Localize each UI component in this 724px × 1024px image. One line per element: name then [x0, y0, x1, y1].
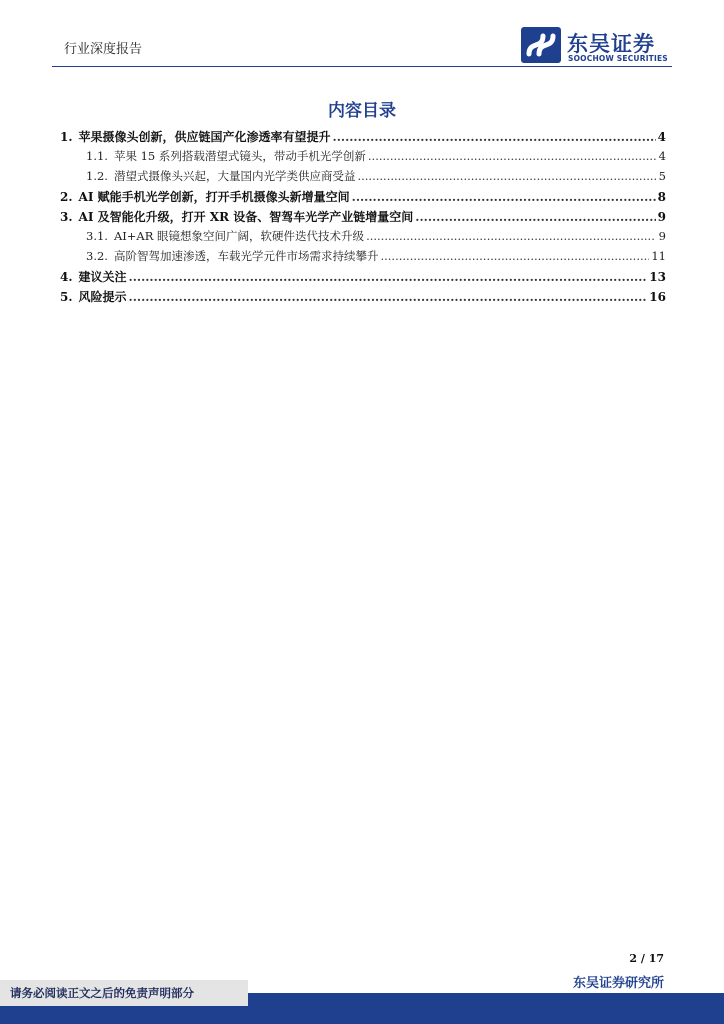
logo-mark-icon — [521, 27, 561, 63]
toc-entry-number: 4. — [60, 270, 73, 284]
toc-entry-number: 3.2. — [86, 249, 108, 263]
toc-entry-page: 5 — [658, 169, 666, 183]
toc-entry[interactable] — [60, 228, 666, 248]
toc-entry[interactable] — [60, 128, 666, 148]
document-type-label: 行业深度报告 — [64, 42, 143, 57]
toc-entry-number: 5. — [60, 290, 73, 304]
toc-entry-title: 风险提示 — [78, 290, 127, 304]
toc-leader-dots — [352, 190, 656, 204]
toc-entry-page: 13 — [649, 270, 666, 284]
toc-entry-page: 4 — [657, 130, 666, 144]
toc-entry-title: AI 及智能化升级，打开 XR 设备、智驾车光学产业链增量空间 — [78, 210, 414, 224]
toc-leader-dots — [368, 149, 656, 163]
toc-entry-number: 1. — [60, 130, 73, 144]
toc-entry-title: 建议关注 — [78, 270, 127, 284]
disclaimer-notice: 请务必阅读正文之后的免责声明部分 — [0, 980, 248, 1006]
logo-english-name: SOOCHOW SECURITIES — [568, 54, 668, 63]
toc-entry[interactable] — [60, 188, 666, 208]
toc-entry-title: AI+AR 眼镜想象空间广阔，软硬件迭代技术升级 — [113, 229, 365, 243]
toc-title: 内容目录 — [328, 101, 396, 121]
toc-entry-page: 16 — [649, 290, 666, 304]
toc-entry-number: 1.1. — [86, 149, 108, 163]
toc-entry-title: 苹果摄像头创新，供应链国产化渗透率有望提升 — [78, 130, 331, 144]
toc-entry[interactable] — [60, 168, 666, 188]
toc-entry-page: 9 — [657, 210, 666, 224]
toc-entry-page: 11 — [651, 249, 666, 263]
toc-entry-page: 9 — [658, 229, 666, 243]
toc-entry-title: AI 赋能手机光学创新，打开手机摄像头新增量空间 — [78, 190, 350, 204]
company-logo — [521, 26, 671, 66]
toc-entry[interactable] — [60, 268, 666, 288]
research-institute-name: 东吴证券研究所 — [572, 976, 664, 991]
toc-entry-number: 2. — [60, 190, 73, 204]
toc-entry-title: 潜望式摄像头兴起，大量国内光学类供应商受益 — [113, 169, 356, 183]
toc-leader-dots — [380, 249, 649, 263]
toc-leader-dots — [129, 270, 648, 284]
toc-leader-dots — [415, 210, 655, 224]
toc-entry[interactable] — [60, 148, 666, 168]
toc-entry[interactable] — [60, 288, 666, 308]
toc-entry-number: 3.1. — [86, 229, 108, 243]
toc-entry-title: 高阶智驾加速渗透，车载光学元件市场需求持续攀升 — [113, 249, 379, 263]
toc-entry-page: 4 — [658, 149, 666, 163]
header-divider — [52, 66, 672, 67]
toc-entry[interactable] — [60, 208, 666, 228]
toc-leader-dots — [357, 169, 656, 183]
page-indicator: 2 / 17 — [629, 952, 664, 965]
toc-leader-dots — [333, 130, 656, 144]
toc-leader-dots — [129, 290, 648, 304]
toc-entry-number: 1.2. — [86, 169, 108, 183]
table-of-contents — [60, 128, 666, 308]
toc-entry-number: 3. — [60, 210, 73, 224]
logo-chinese-name: 东吴证券 — [567, 32, 655, 56]
toc-entry-page: 8 — [657, 190, 666, 204]
toc-leader-dots — [366, 229, 656, 243]
toc-entry-title: 苹果 15 系列搭载潜望式镜头，带动手机光学创新 — [113, 149, 366, 163]
toc-entry[interactable] — [60, 248, 666, 268]
